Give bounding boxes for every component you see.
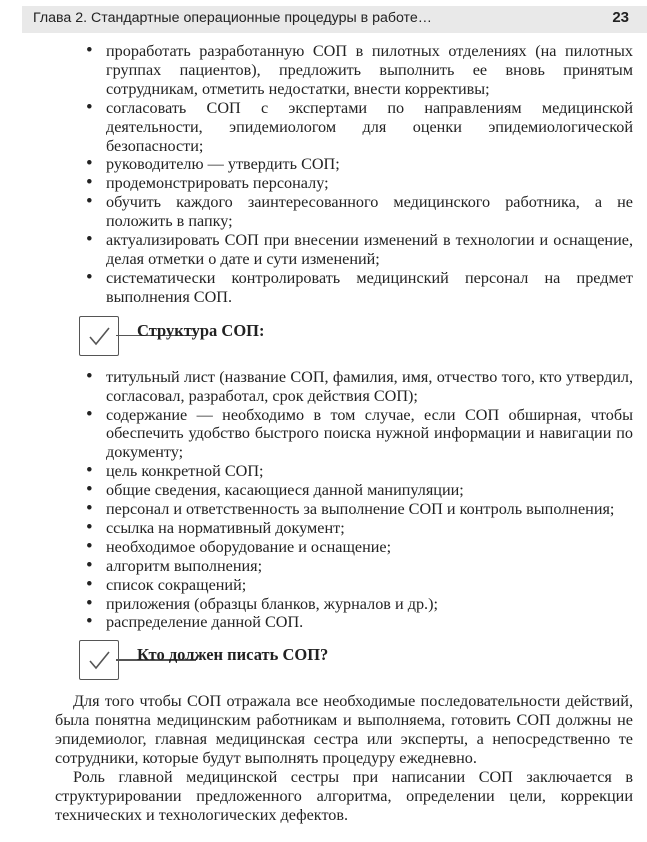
paragraph: Роль главной медицинской сестры при написании СОП заключается в структурировании предложенного алгоритма, определении цели, коррекции технических и технологических дефектов. <box>55 768 633 824</box>
header-title: Глава 2. Стандартные операционные процедуры в работе… <box>33 10 432 26</box>
list-item: • обучить каждого заинтересованного медицинского работника, а не положить в папку; <box>83 193 633 231</box>
page-content <box>55 42 633 825</box>
list-item: • актуализировать СОП при внесении изменений в технологии и оснащение, делая отметки о дате и сути изменений; <box>83 231 633 269</box>
list-item: • проработать разработанную СОП в пилотных отделениях (на пилотных группах пациентов), предложить выполнить ее вновь принятым сотрудникам, отметить недостатки, внести коррективы; <box>83 42 633 99</box>
running-header <box>0 6 647 33</box>
list-item: • распределение данной СОП. <box>83 613 633 632</box>
list-item: • приложения (образцы бланков, журналов и др.); <box>83 595 633 614</box>
header-margin <box>0 6 22 33</box>
checkmark-icon <box>79 316 119 356</box>
section-title: Кто должен писать СОП? <box>137 645 329 665</box>
list-item: • необходимое оборудование и оснащение; <box>83 538 633 557</box>
checkmark-icon <box>79 640 119 680</box>
page-number: 23 <box>612 9 629 26</box>
list-item: • содержание — необходимо в том случае, если СОП обширная, чтобы обеспечить удобство быстрого поиска нужной информации и навигации по документу; <box>83 406 633 463</box>
list-item: • цель конкретной СОП; <box>83 462 633 481</box>
section-title: Структура СОП: <box>137 320 265 340</box>
list-item: • список сокращений; <box>83 576 633 595</box>
section-heading-structure <box>80 316 630 362</box>
section-heading-authors <box>80 640 630 686</box>
structure-list <box>83 368 633 633</box>
list-item: • алгоритм выполнения; <box>83 557 633 576</box>
list-item: • ссылка на нормативный документ; <box>83 519 633 538</box>
list-item: • продемонстрировать персоналу; <box>83 174 633 193</box>
list-item: • систематически контролировать медицинский персонал на предмет выполнения СОП. <box>83 269 633 307</box>
steps-list <box>83 42 633 307</box>
list-item: • общие сведения, касающиеся данной манипуляции; <box>83 481 633 500</box>
paragraph: Для того чтобы СОП отражала все необходимые последовательности действий, была понятна медицинским работникам и выполняема, готовить СОП должны не эпидемиолог, главная медицинская сестра или эксперты, а непосредственно те сотрудники, которые будут выполнять процедуру ежедневно. <box>55 692 633 768</box>
list-item: • титульный лист (название СОП, фамилия, имя, отчество того, кто утвердил, согласовал, разработал, срок действия СОП); <box>83 368 633 406</box>
list-item: • согласовать СОП с экспертами по направлениям медицинской деятельности, эпидемиологом для оценки эпидемиологической безопасности; <box>83 99 633 156</box>
list-item: • персонал и ответственность за выполнение СОП и контроль выполнения; <box>83 500 633 519</box>
list-item: • руководителю — утвердить СОП; <box>83 155 633 174</box>
